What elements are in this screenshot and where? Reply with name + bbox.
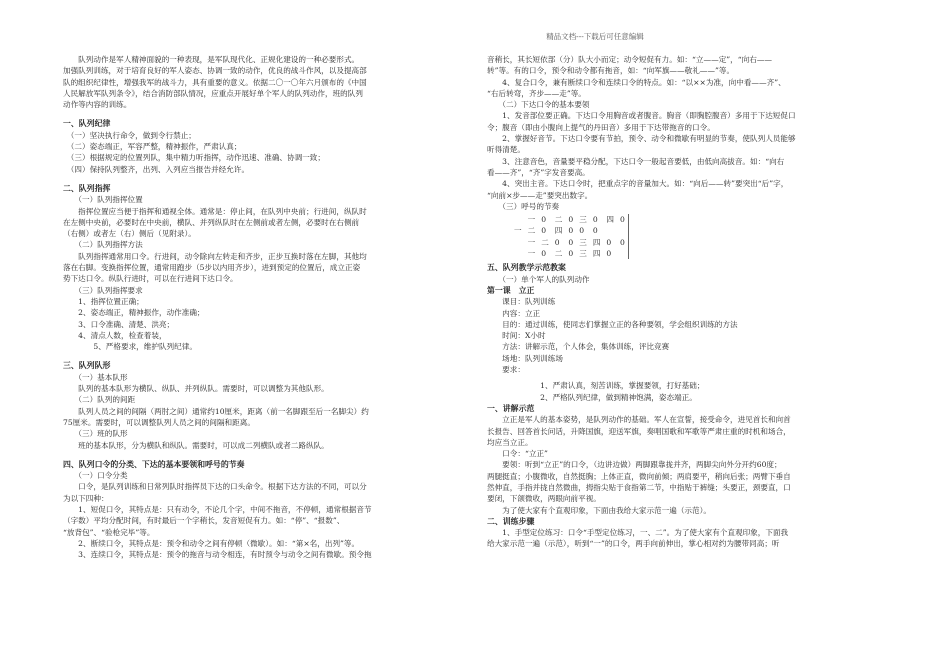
- text-line: 看——齐”，“齐”字发音要高。: [487, 167, 590, 177]
- rhythm-cell: 二: [527, 226, 536, 236]
- rhythm-row: [511, 225, 643, 236]
- rhythm-row: [511, 237, 643, 248]
- text-line: （三）根据规定的位置列队，集中精力听指挥，动作迅速、准确、协调一致；: [63, 153, 325, 163]
- text-line: 均应当立正。: [487, 437, 533, 447]
- text-line: 2、断续口令，其特点是：预令和动令之间有停顿（微歇）。如：“第×名，出列”等。: [63, 538, 360, 548]
- rhythm-cell: 0: [541, 226, 547, 236]
- text-line: 队的组织纪律性，增强我军的战斗力，具有重要的意义。依据二〇一〇年六月颁布的《中国: [63, 77, 367, 87]
- text-line: 听得清楚。: [487, 145, 525, 155]
- text-line: 为了使大家有个直观印象，下面由我给大家示范一遍（示范）。: [487, 505, 712, 515]
- text-line: （一）坚决执行命令，做到令行禁止；: [63, 130, 196, 140]
- rhythm-cell: 0: [568, 215, 574, 225]
- text-line: “放背包”、“验枪完毕”等。: [63, 527, 155, 537]
- rhythm-cell: 二: [554, 249, 563, 259]
- text-line: 势下达口令。纵队行进时，可以在行进间下达口令。: [63, 274, 238, 284]
- rhythm-cell: 0: [579, 226, 585, 236]
- spacer: [63, 175, 451, 183]
- text-line: （右侧）或者左（右）侧后（见附录）。: [63, 229, 196, 239]
- text-line: （三）队列指挥要求: [63, 285, 143, 295]
- text-line: （三）班的队形: [63, 429, 128, 439]
- rhythm-cell: [617, 248, 628, 259]
- rhythm-cell: 四: [592, 249, 601, 259]
- rhythm-bar: [628, 237, 643, 248]
- rhythm-cell: 一: [514, 226, 522, 236]
- page-header: [0, 31, 950, 42]
- text-line: （一）基本队形: [63, 372, 128, 382]
- rhythm-row: [511, 248, 643, 259]
- text-line: 1、发音部位要正确。下达口令用胸音或者腹音。胸音（即胸腔腹音）多用于下达短促口: [487, 111, 796, 121]
- section-heading: 二、队列指挥: [63, 183, 111, 193]
- rhythm-cell: 四: [554, 226, 563, 236]
- rhythm-bar: [628, 214, 643, 225]
- text-line: 3、注意音色，音量要平稳分配，下达口令一般起音要低，由低向高拔音。如：“向右: [487, 156, 785, 166]
- rhythm-cell: 0: [606, 237, 612, 247]
- text-line: 队列指挥通常用口令。行进间，动令除向左转走和齐步，正步互换时落在左脚，其他均: [63, 251, 367, 261]
- text-line: 音稍长，其长短依部（分）队大小而定；动令短促有力。如：“立——定”，“向右——: [487, 55, 773, 64]
- rhythm-cell: 三: [579, 249, 587, 259]
- rhythm-table: [511, 214, 643, 259]
- section-heading: 三、队列队形: [63, 361, 111, 371]
- text-line: 人民解放军队列条令》，结合消防部队情况，应重点开展好单个军人的队列动作，班的队列: [63, 88, 363, 98]
- text-line: 内容：立正: [487, 308, 541, 318]
- text-line: 2、掌握好音节。下达口令要有节拍，预令、动令和微歇有明显的节奏，使队列人员能够: [487, 134, 796, 144]
- text-line: 令；腹音（即由小腹向上提气的丹田音）多用于下达带拖音的口令。: [487, 122, 715, 132]
- section-heading: 一、讲解示范: [487, 403, 535, 413]
- text-line: 1、指挥位置正确；: [63, 296, 144, 306]
- rhythm-bar: [628, 248, 643, 259]
- rhythm-cell: 四: [606, 215, 614, 225]
- text-line: 方法：讲解示范，个人体会，集体训练，评比竞赛: [487, 342, 670, 352]
- spacer: [63, 110, 451, 118]
- text-line: 4、清点人数，检查着装，: [63, 330, 167, 340]
- section-heading: 二、训练步骤: [487, 516, 535, 526]
- section-heading: 五、队列教学示范教案: [487, 263, 566, 273]
- section-heading: 一、队列纪律: [63, 119, 111, 129]
- text-line: （三）呼号的节奏: [487, 201, 560, 211]
- rhythm-cell: [603, 225, 617, 236]
- text-line: （一）单个军人的队列动作: [487, 274, 590, 284]
- rhythm-cell: 0: [554, 237, 560, 247]
- text-line: 1、短促口令，其特点是：只有动令，不论几个字，中间不拖音，不停顿，通常根据音节: [63, 504, 372, 514]
- header-text: 精品文档---下载后可任意编辑: [546, 32, 644, 41]
- text-line: 2、严格队列纪律，做到精神饱满，姿态端正。: [487, 392, 697, 402]
- spacer: [63, 352, 451, 360]
- rhythm-cell: 0: [568, 249, 574, 259]
- spacer: [63, 451, 451, 459]
- text-line: （二）队列的间距: [63, 395, 136, 405]
- rhythm-cell: 0: [568, 226, 574, 236]
- left-column: [63, 54, 451, 560]
- text-line: （字数）平均分配时间，有时最后一个字稍长，发音短促有力。如：“停”、“报数”、: [63, 516, 345, 526]
- rhythm-cell: 0: [606, 249, 612, 259]
- text-line: 5、严格要求，维护队列纪律。: [63, 342, 197, 352]
- text-line: 要求：: [487, 365, 525, 375]
- text-line: 为以下四种：: [63, 493, 109, 503]
- rhythm-row: [511, 214, 643, 225]
- text-line: 落在右脚。变换指挥位置，通常用跑步（5步以内用齐步），进到预定的位置后，成立正姿: [63, 263, 361, 273]
- text-line: “右后转弯，齐步——走”等。: [487, 88, 586, 98]
- text-line: 场地：队列训练场: [487, 353, 563, 363]
- text-line: 班的基本队形，分为横队和纵队。需要时，可以成二列横队或者二路纵队。: [63, 440, 329, 450]
- text-line: 指挥位置应当便于指挥和通视全体。通常是：停止间，在队列中央前；行进间，纵队时: [63, 206, 367, 216]
- rhythm-cell: 一: [527, 215, 536, 225]
- text-line: 然伸直，手指并拢自然微曲，拇指尖贴于食指第二节，中指贴于裤缝；头要正，颈要直，口: [487, 482, 791, 492]
- text-line: 75厘米。需要时，可以调整队列人员之间的间隔和距离。: [63, 417, 255, 427]
- text-line: 1、严肃认真，刻苦训练，掌握要领，打好基础；: [487, 381, 705, 391]
- rhythm-cell: 一: [527, 249, 536, 259]
- text-line: 4、突出主音。下达口令时，把重点字的音量加大。如：“向后——转”要突出“后”字，: [487, 179, 789, 189]
- text-line: 长报告、回答首长问话，升降国旗，迎送军旗，奏唱国歌和军歌等严肃庄重的时机和场合，: [487, 426, 791, 436]
- text-line: 要领：听到“立正”的口令，（边讲边做）两脚跟靠拢并齐，两脚尖向外分开约60度；: [487, 460, 782, 470]
- rhythm-cell: 0: [541, 215, 547, 225]
- text-line: 口令，是队列训练和日常列队时指挥员下达的口头命令。根据下达方法的不同，可以分: [63, 482, 367, 492]
- text-line: 立正是军人的基本姿势，是队列动作的基础。军人在宣誓，接受命令，进见首长和向首: [487, 415, 791, 425]
- text-line: 1、手型定位练习：口令“手型定位练习，一、二”。为了使大家有个直观印象，下面我: [487, 528, 789, 538]
- rhythm-cell: 0: [620, 215, 625, 225]
- right-column: [487, 54, 887, 550]
- rhythm-cell: [511, 248, 525, 259]
- text-line: 动作等内容的训练。: [63, 100, 132, 110]
- rhythm-cell: 0: [592, 215, 598, 225]
- rhythm-cell: [511, 237, 525, 248]
- text-line: 3、口令准确、清楚、洪亮；: [63, 319, 175, 329]
- text-line: 4、复合口令，兼有断续口令和连续口令的特点。如：“以××为准，向中看——齐”、: [487, 77, 786, 87]
- text-line: 两腿挺直；小腹微收，自然挺胸；上体正直，微向前倾；两肩要平，稍向后张；两臂下垂自: [487, 471, 791, 481]
- text-line: （一）口令分类: [63, 471, 128, 481]
- rhythm-cell: 0: [620, 237, 625, 247]
- text-line: （二）姿态端正，军容严整，精神振作，严肃认真；: [63, 142, 242, 152]
- text-line: “向前×步——走”要突出数字。: [487, 190, 593, 200]
- text-line: 给大家示范一遍（示范），听到“一”的口令，两手向前伸出，掌心相对约为腰带同高；听: [487, 539, 780, 549]
- rhythm-cell: 二: [541, 237, 549, 247]
- rhythm-cell: 三: [579, 237, 587, 247]
- text-line: 加强队列训练，对于培育良好的军人姿态、协调一致的动作，优良的战斗作风，以及提高部: [63, 66, 367, 76]
- text-line: 队列动作是军人精神面貌的一种表现，是军队现代化、正规化建设的一种必要形式。: [63, 55, 360, 64]
- text-line: 时间：X小时: [487, 331, 546, 341]
- rhythm-cell: 0: [592, 226, 598, 236]
- rhythm-cell: [617, 225, 628, 236]
- text-line: 转”等。有的口令，预令和动令都有拖音，如：“向军旗——敬礼——”等。: [487, 66, 735, 76]
- rhythm-cell: 0: [541, 249, 547, 259]
- rhythm-cell: [511, 214, 525, 225]
- text-line: 在左侧中央前，必要时在中央前，横队、并列纵队时在左侧前或者左侧，必要时在右侧前: [63, 217, 360, 227]
- text-line: （一）队列指挥位置: [63, 195, 143, 205]
- rhythm-cell: 0: [568, 237, 574, 247]
- text-line: （二）下达口令的基本要领: [487, 100, 590, 110]
- text-line: 队列的基本队形为横队、纵队、并列纵队。需要时，可以调整为其他队形。: [63, 384, 329, 394]
- rhythm-cell: 一: [527, 237, 536, 247]
- text-line: 要闭，下颌微收，两眼向前平视。: [487, 494, 601, 504]
- text-line: 3、连续口令，其特点是：预令的拖音与动令相连，有时预令与动令之间有微歇。预令拖: [63, 550, 372, 560]
- section-heading: 第一课 立正: [487, 285, 535, 295]
- text-line: 目的：通过训练，使同志们掌握立正的各种要领，学会组织训练的方法: [487, 319, 738, 329]
- text-line: 队列人员之间的间隔（两肘之间）通常约10厘米，距离（前一名脚跟至后一名脚尖）约: [63, 406, 369, 416]
- text-line: 课目：队列训练: [487, 297, 556, 307]
- rhythm-cell: 三: [579, 215, 587, 225]
- text-line: （二）队列指挥方法: [63, 240, 143, 250]
- text-line: （四）保持队列整齐，出列、入列应当报告并经允许。: [63, 164, 250, 174]
- section-heading: 四、队列口令的分类、下达的基本要领和呼号的节奏: [63, 459, 245, 469]
- rhythm-cell: 二: [554, 215, 563, 225]
- rhythm-cell: 四: [592, 237, 601, 247]
- text-line: 口令：“立正”: [487, 449, 548, 459]
- rhythm-bar: [628, 225, 643, 236]
- text-line: 2、姿态端正，精神振作，动作准确；: [63, 308, 205, 318]
